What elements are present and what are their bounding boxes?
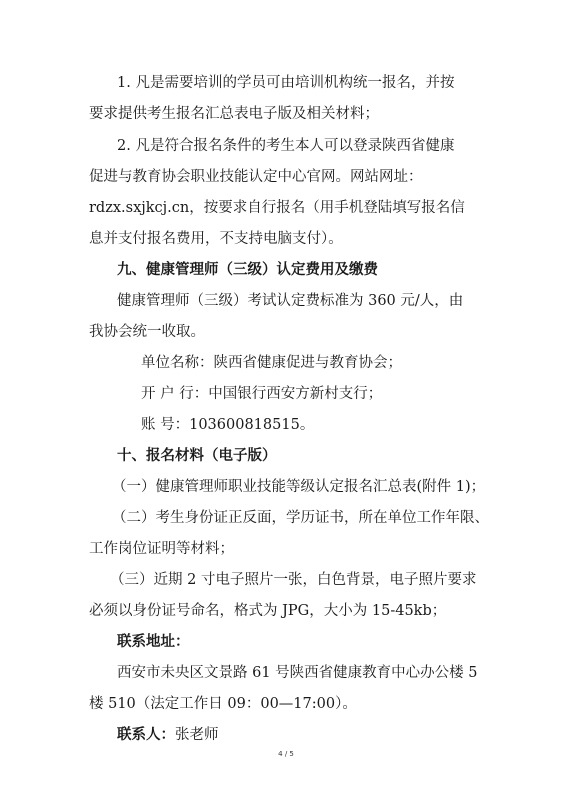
paragraph-line: 要求提供考生报名汇总表电子版及相关材料； [89,106,379,122]
address-line: 楼 510（法定工作日 09：00—17:00）。 [89,696,357,712]
account-number-line: 账 号：103600818515。 [141,417,315,433]
paragraph-line: 息并支付报名费用，不支持电脑支付）。 [89,231,343,247]
paragraph-line: 1. 凡是需要培训的学员可由培训机构统一报名，并按 [117,75,455,91]
paragraph-line: 2. 凡是符合报名条件的考生本人可以登录陕西省健康 [117,138,455,154]
contact-address-heading: 联系地址： [117,634,190,650]
contact-person-name: 张老师 [175,727,219,743]
section-heading: 九、健康管理师（三级）认定费用及缴费 [117,262,378,278]
paragraph-line: 健康管理师（三级）考试认定费标准为 360 元/人，由 [117,293,464,309]
bank-line: 开 户 行：中国银行西安方新村支行； [141,386,383,402]
paragraph-line: 工作岗位证明等材料； [89,541,234,557]
paragraph-line: 必须以身份证号命名，格式为 JPG，大小为 15-45kb； [89,603,447,619]
paragraph-line: 我协会统一收取。 [89,324,205,340]
contact-person-label: 联系人： [117,727,175,743]
paragraph-line: rdzx.sxjkcj.cn，按要求自行报名（用手机登陆填写报名信 [89,200,465,216]
account-name-line: 单位名称：陕西省健康促进与教育协会； [141,355,402,371]
list-item: （二）考生身份证正反面，学历证书，所在单位工作年限、 [112,510,489,526]
contact-person-line [117,725,219,745]
section-heading: 十、报名材料（电子版） [117,448,277,464]
paragraph-line: 促进与教育协会职业技能认定中心官网。网站网址： [89,169,423,185]
page-number: 4 / 5 [278,750,294,758]
address-line: 西安市未央区文景路 61 号陕西省健康教育中心办公楼 5 [117,665,478,681]
list-item: （一）健康管理师职业技能等级认定报名汇总表(附件 1)； [112,479,486,495]
list-item: （三）近期 2 寸电子照片一张，白色背景，电子照片要求 [110,572,477,588]
